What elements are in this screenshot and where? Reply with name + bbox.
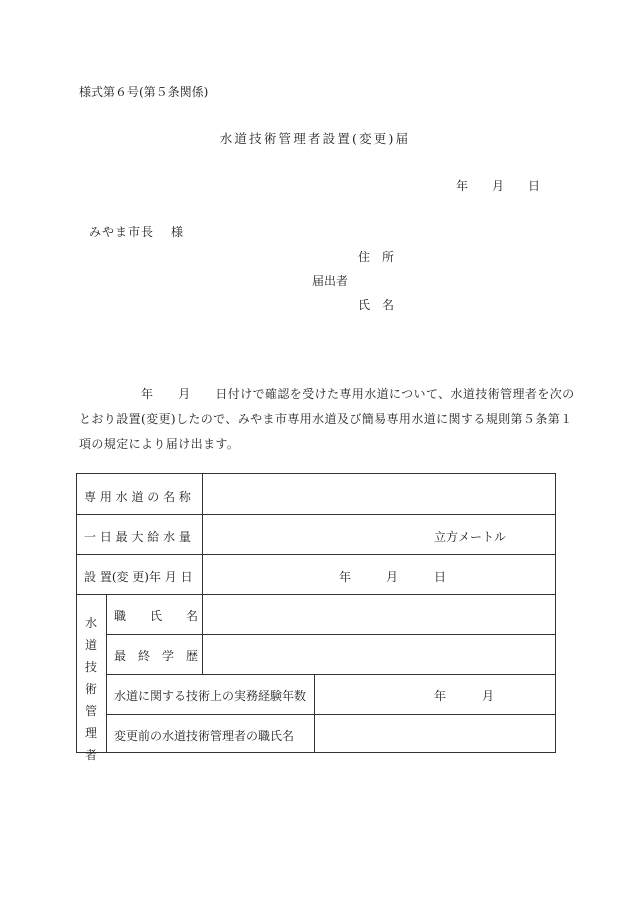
table-row-divider <box>77 514 555 515</box>
table-column-divider <box>202 474 203 594</box>
install-year-label: 年 <box>339 570 352 584</box>
manager-group-label: 水 道 技 術 管 理 者 <box>84 616 97 762</box>
install-month-label: 月 <box>386 570 399 584</box>
notifier-label: 届出者 <box>312 274 349 288</box>
waterworks-name-label: 専 用 水 道 の 名 称 <box>84 490 191 504</box>
table-row-divider <box>106 714 555 715</box>
form-number: 様式第６号(第５条関係) <box>79 85 209 99</box>
position-name-label: 職 氏 名 <box>114 609 199 623</box>
name-label: 氏 名 <box>358 298 395 312</box>
previous-manager-label: 変更前の水道技術管理者の職氏名 <box>114 729 295 743</box>
date-day-label: 日 <box>528 179 541 193</box>
addressee-honorific: 様 <box>171 225 184 239</box>
max-daily-supply-unit: 立方メートル <box>434 530 507 544</box>
table-column-divider <box>202 594 203 674</box>
experience-month-label: 月 <box>482 689 495 703</box>
experience-label: 水道に関する技術上の実務経験年数 <box>114 689 307 703</box>
application-table <box>76 473 556 762</box>
experience-year-label: 年 <box>434 689 447 703</box>
table-row-divider <box>106 634 555 635</box>
body-line-2: とおり設置(変更)したので、みやま市専用水道及び簡易専用水道に関する規則第５条第１ <box>79 412 573 426</box>
address-label: 住 所 <box>358 250 395 264</box>
body-line-3: 項の規定により届け出ます。 <box>79 437 240 451</box>
date-month-label: 月 <box>492 179 505 193</box>
addressee-name: みやま市長 <box>89 225 155 239</box>
install-date-label: 設 置(変 更)年 月 日 <box>84 570 193 584</box>
education-label: 最 終 学 歴 <box>114 649 199 663</box>
table-column-divider <box>314 674 315 752</box>
table-row-divider <box>77 594 555 595</box>
body-line-1: 年 月 日付けで確認を受けた専用水道について、水道技術管理者を次の <box>79 387 575 401</box>
document-title: 水道技術管理者設置(変更)届 <box>219 131 411 146</box>
max-daily-supply-label: 一 日 最 大 給 水 量 <box>84 530 191 544</box>
body-paragraph <box>79 382 575 457</box>
date-year-label: 年 <box>456 179 469 193</box>
table-column-divider <box>106 594 107 752</box>
table-row-divider <box>77 554 555 555</box>
table-row-divider <box>106 674 555 675</box>
install-day-label: 日 <box>434 570 447 584</box>
